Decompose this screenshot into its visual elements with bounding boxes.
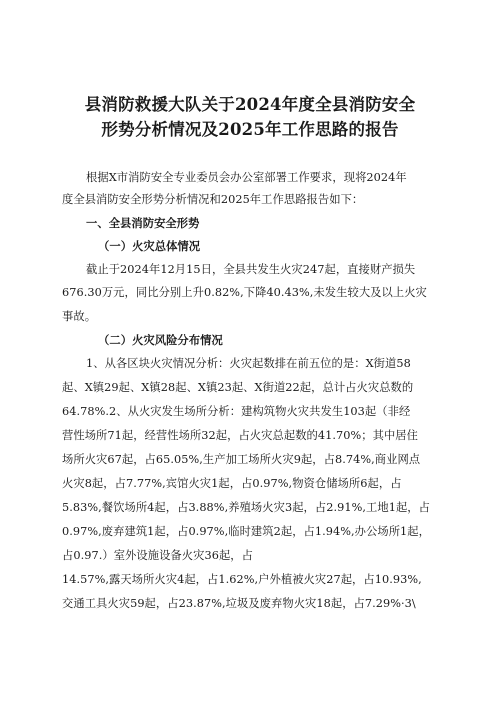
risk-paragraph-line-6: 火灾8起，占7.77%,宾馆火灾1起，占0.97%,物资仓储场所6起，占 [62, 477, 402, 490]
risk-paragraph-line-9: 占0.97.）室外设施设备火灾36起，占 [62, 549, 253, 562]
fire-overview-line-2: 676.30万元，同比分别上升0.82%,下降40.43%,未发生较大及以上火灾 [62, 286, 427, 299]
report-title-line-2: 形势分析情况及2025年工作思路的报告 [101, 120, 399, 139]
risk-paragraph-line-7: 5.83%,餐饮场所4起，占3.88%,养殖场火灾3起，占2.91%,工地1起，占 [62, 501, 430, 514]
intro-paragraph-line-1: 根据X市消防安全专业委员会办公室部署工作要求，现将2024年 [86, 171, 407, 184]
fire-overview-line-1: 截止于2024年12月15日，全县共发生火灾247起，直接财产损失 [86, 263, 416, 276]
report-title-line-1: 县消防救援大队关于2024年度全县消防安全 [84, 95, 416, 114]
risk-paragraph-line-1: 1、从各区块火灾情况分析：火灾起数排在前五位的是：X街道58 [86, 357, 411, 370]
fire-overview-line-3: 事故。 [62, 310, 97, 323]
intro-paragraph-line-2: 度全县消防安全形势分析情况和2025年工作思路报告如下： [62, 193, 364, 206]
section-heading-1: 一、全县消防安全形势 [86, 216, 200, 230]
risk-paragraph-line-5: 场所火灾67起，占65.05%,生产加工场所火灾9起，占8.74%,商业网点 [62, 453, 421, 466]
risk-paragraph-line-4: 营性场所71起，经营性场所32起，占火灾总起数的41.70%；其中居住 [62, 429, 418, 442]
subsection-heading-1: （一）火灾总体情况 [98, 239, 201, 253]
risk-paragraph-line-8: 0.97%,废弃建筑1起，占0.97%,临时建筑2起，占1.94%,办公场所1起， [62, 525, 430, 538]
subsection-heading-2: （二）火灾风险分布情况 [98, 333, 223, 347]
risk-paragraph-line-3: 64.78%.2、从火灾发生场所分析：建构筑物火灾共发生103起（非经 [62, 405, 411, 418]
risk-paragraph-line-10: 14.57%,露天场所火灾4起，占1.62%,户外植被火灾27起，占10.93%, [62, 573, 422, 586]
risk-paragraph-line-2: 起、X镇29起、X镇28起、X镇23起、X街道22起，总计占火灾总数的 [62, 381, 414, 394]
risk-paragraph-line-11: 交通工具火灾59起，占23.87%,垃圾及废弃物火灾18起，占7.29%·3\ [62, 597, 416, 610]
